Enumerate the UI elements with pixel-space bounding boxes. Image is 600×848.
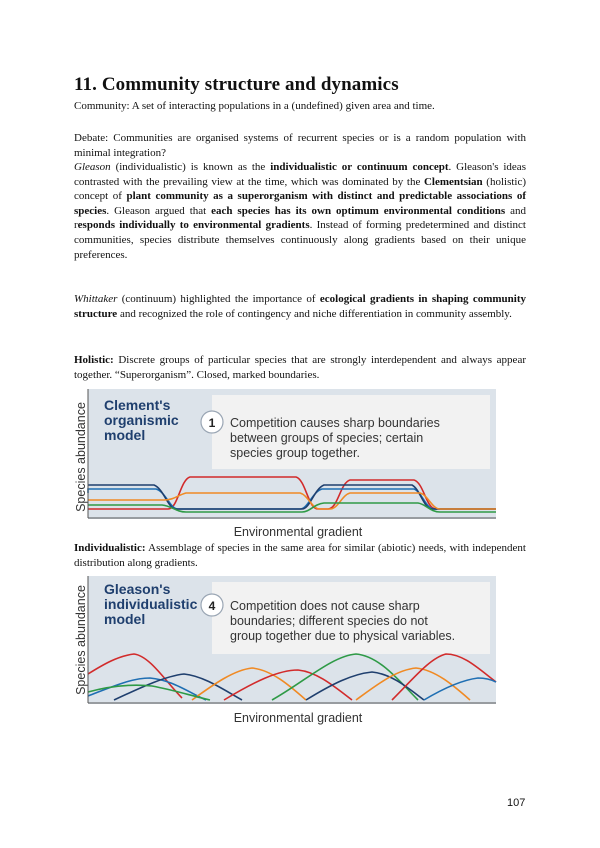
gleason-bold: each species has its own optimum environmental conditions: [211, 204, 506, 217]
clements-diagram: [74, 385, 497, 540]
clements-caption-1: Competition causes sharp boundaries: [230, 416, 440, 430]
holistic-text: Discrete groups of particular species that are strongly interdependent and always appear together. “Superorganism”. Closed, marked boundaries.: [74, 354, 526, 381]
gleason-text: (holistic) concept of: [74, 175, 527, 203]
whittaker-bold: ecological gradients in shaping community structure: [74, 293, 526, 320]
clements-caption-2: between groups of species; certain: [230, 431, 424, 445]
gleason-bold: individualistic or continuum concept: [270, 161, 449, 173]
clements-y-label: Species abundance: [74, 402, 88, 512]
gleason-caption-1: Competition does not cause sharp: [230, 599, 420, 613]
gleason-paragraph: [74, 160, 526, 262]
holistic-paragraph: [74, 353, 526, 382]
gleason-caption-3: group together due to physical variables.: [230, 629, 456, 643]
individualistic-label: Individualistic:: [74, 542, 146, 554]
gleason-text: (individualistic) is known as the: [110, 161, 271, 173]
clements-x-label: Environmental gradient: [233, 525, 363, 539]
individualistic-paragraph: [74, 541, 526, 570]
page-heading: 11. Community structure and dynamics: [74, 74, 399, 95]
gleason-model-title-1: Gleason's: [104, 581, 171, 597]
whittaker-name: Whittaker: [74, 293, 118, 305]
gleason-bold: esponds individually to environmental gradients: [77, 219, 310, 232]
clements-model-title-1: Clement's: [104, 397, 171, 413]
gleason-text: . Gleason's ideas contrasted with the prevailing view at the time, which was dominated by the: [74, 161, 526, 188]
gleason-bold: Clementsian: [423, 175, 483, 188]
clements-model-title-3: model: [104, 427, 146, 443]
clements-model-title-2: organismic: [104, 412, 179, 428]
gleason-text: and r: [74, 204, 526, 232]
clements-figure: [74, 385, 497, 540]
community-definition: Community: A set of interacting populations in a (undefined) given area and time.: [74, 100, 435, 112]
gleason-bold: plant community as a superorganism with distinct and predictable associations of species: [74, 190, 526, 217]
gleason-y-label: Species abundance: [74, 585, 88, 695]
gleason-number: 4: [208, 599, 216, 613]
holistic-label: Holistic:: [74, 354, 114, 366]
page-number: 107: [507, 797, 526, 809]
clements-number: 1: [208, 416, 216, 430]
debate-paragraph: Debate: Communities are organised systems of recurrent species or is a random population with minimal integration?: [74, 132, 526, 159]
gleason-model-title-3: model: [104, 611, 146, 627]
whittaker-text: (continuum) highlighted the importance of: [117, 293, 320, 305]
gleason-caption-2: boundaries; different species do not: [230, 614, 428, 628]
gleason-name: Gleason: [74, 161, 111, 173]
gleason-text: . Instead of forming predetermined and distinct communities, species distribute themselves continuously along gradients based on their unique preferences.: [74, 219, 526, 261]
gleason-text: . Gleason argued that: [106, 204, 212, 217]
gleason-figure: [74, 574, 497, 726]
whittaker-text: and recognized the role of contingency and niche differentiation in community assembly.: [117, 307, 512, 320]
individualistic-text: Assemblage of species in the same area for similar (abiotic) needs, with independent distribution along gradients.: [74, 542, 526, 569]
gleason-diagram: [74, 574, 497, 726]
whittaker-paragraph: [74, 292, 526, 321]
gleason-x-label: Environmental gradient: [233, 711, 363, 725]
gleason-model-title-2: individualistic: [104, 596, 198, 612]
clements-caption-3: species group together.: [230, 446, 360, 460]
